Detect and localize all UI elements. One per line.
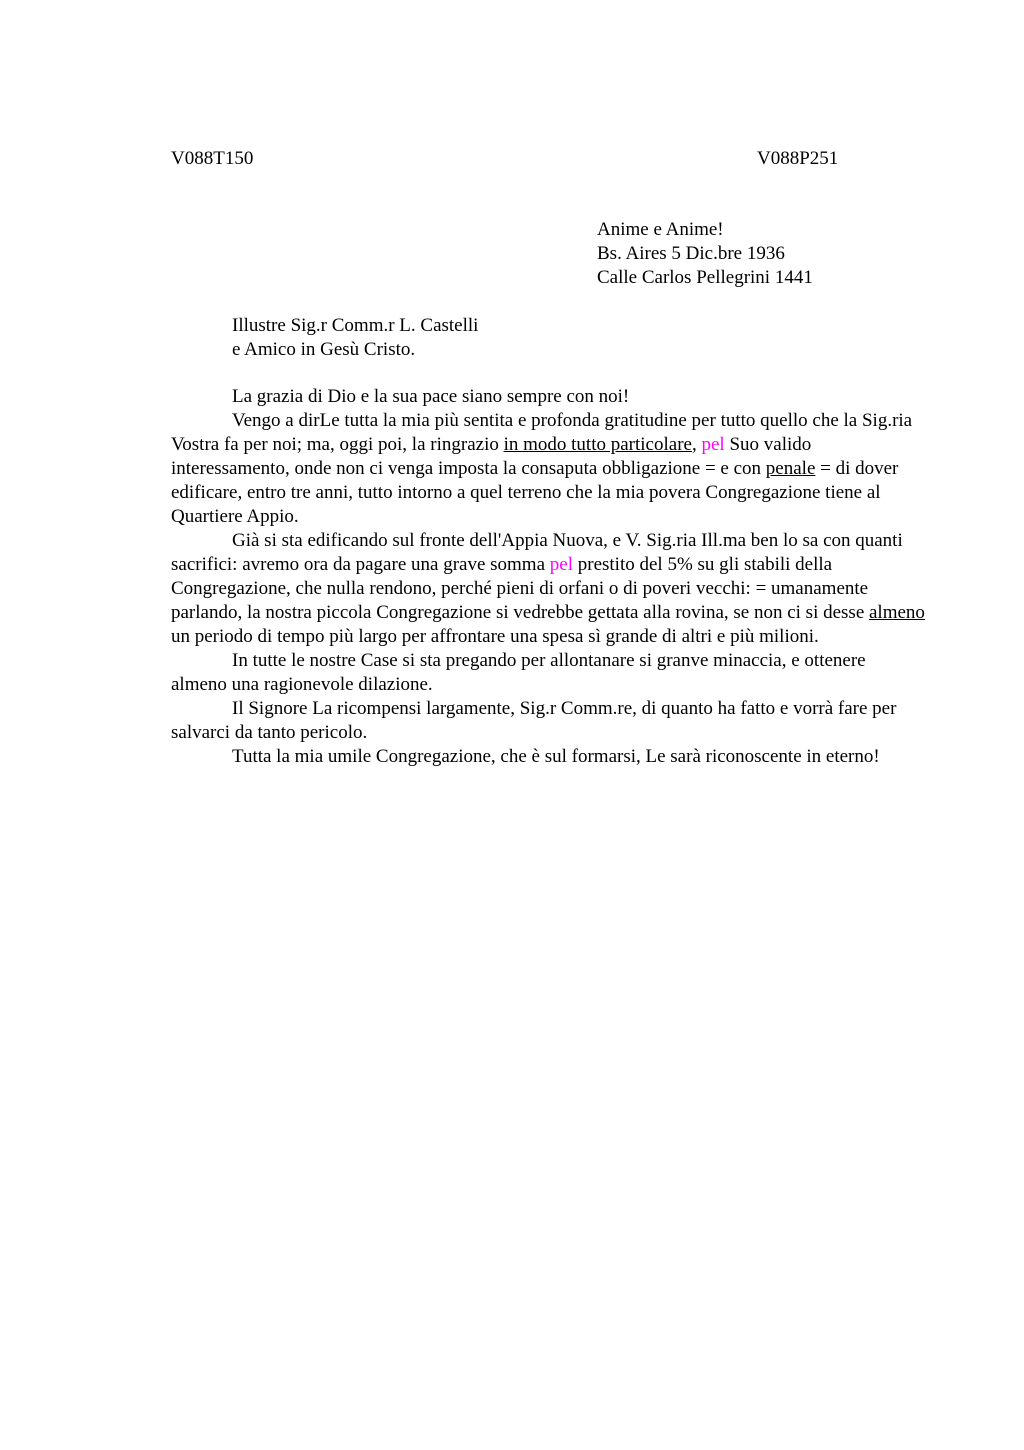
- salutation-line-1: Illustre Sig.r Comm.r L. Castelli: [232, 315, 479, 336]
- paragraph-2-text-c: Suo valido interessamento, onde non ci venga imposta la consaputa obbligazione = e con: [171, 434, 812, 479]
- paragraph-2-text-b: ,: [691, 434, 702, 455]
- underlined-word-penale: penale: [765, 458, 816, 479]
- paragraph-4: In tutte le nostre Case si sta pregando per allontanare si granve minaccia, e ottenere almeno una ragionevole dilazione.: [171, 650, 866, 695]
- underlined-word-almeno: almeno: [869, 602, 925, 623]
- paragraph-2-text-d: = di dover edificare, entro tre anni, tutto intorno a quel terreno che la mia povera Congregazione tiene al Quartiere Appio.: [171, 458, 899, 527]
- paragraph-3-text-a: Già si sta edificando sul fronte dell'Appia Nuova, e V. Sig.ria Ill.ma ben lo sa con quanti sacrifici: avremo ora da pagare una grave somma: [171, 530, 903, 575]
- document-code-right: V088P251: [757, 148, 839, 169]
- highlighted-word-pel: pel: [549, 554, 573, 575]
- highlighted-word-pel: pel: [701, 434, 725, 455]
- paragraph-6: Tutta la mia umile Congregazione, che è sul formarsi, Le sarà riconoscente in eterno!: [232, 746, 880, 767]
- paragraph-1: La grazia di Dio e la sua pace siano sempre con noi!: [232, 386, 630, 407]
- paragraph-3-text-b: prestito del 5% su gli stabili della Congregazione, che nulla rendono, perché pieni di orfani o di poveri vecchi: = umanamente parlando, la nostra piccola Congregazione si vedrebbe gettata alla rovina, se non ci si desse: [171, 554, 869, 623]
- underlined-phrase-particolare: in modo tutto particolare: [503, 434, 692, 455]
- letter-body: [171, 385, 926, 769]
- heading-place-date: Bs. Aires 5 Dic.bre 1936: [597, 243, 785, 264]
- paragraph-5: Il Signore La ricompensi largamente, Sig.r Comm.re, di quanto ha fatto e vorrà fare per salvarci da tanto pericolo.: [171, 698, 897, 743]
- document-code-left: V088T150: [171, 148, 254, 169]
- salutation: [232, 314, 478, 362]
- salutation-line-2: e Amico in Gesù Cristo.: [232, 339, 416, 360]
- paragraph-3-text-c: un periodo di tempo più largo per affrontare una spesa sì grande di altri e più milioni.: [171, 626, 819, 647]
- letter-heading: [597, 218, 813, 290]
- heading-address: Calle Carlos Pellegrini 1441: [597, 267, 813, 288]
- paragraph-2-text-a: Vengo a dirLe tutta la mia più sentita e profonda gratitudine per tutto quello che la Sig.ria Vostra fa per noi; ma, oggi poi, la ringrazio: [171, 410, 913, 455]
- paragraph-2: [171, 409, 926, 529]
- heading-motto: Anime e Anime!: [597, 219, 724, 240]
- paragraph-3: [171, 529, 926, 649]
